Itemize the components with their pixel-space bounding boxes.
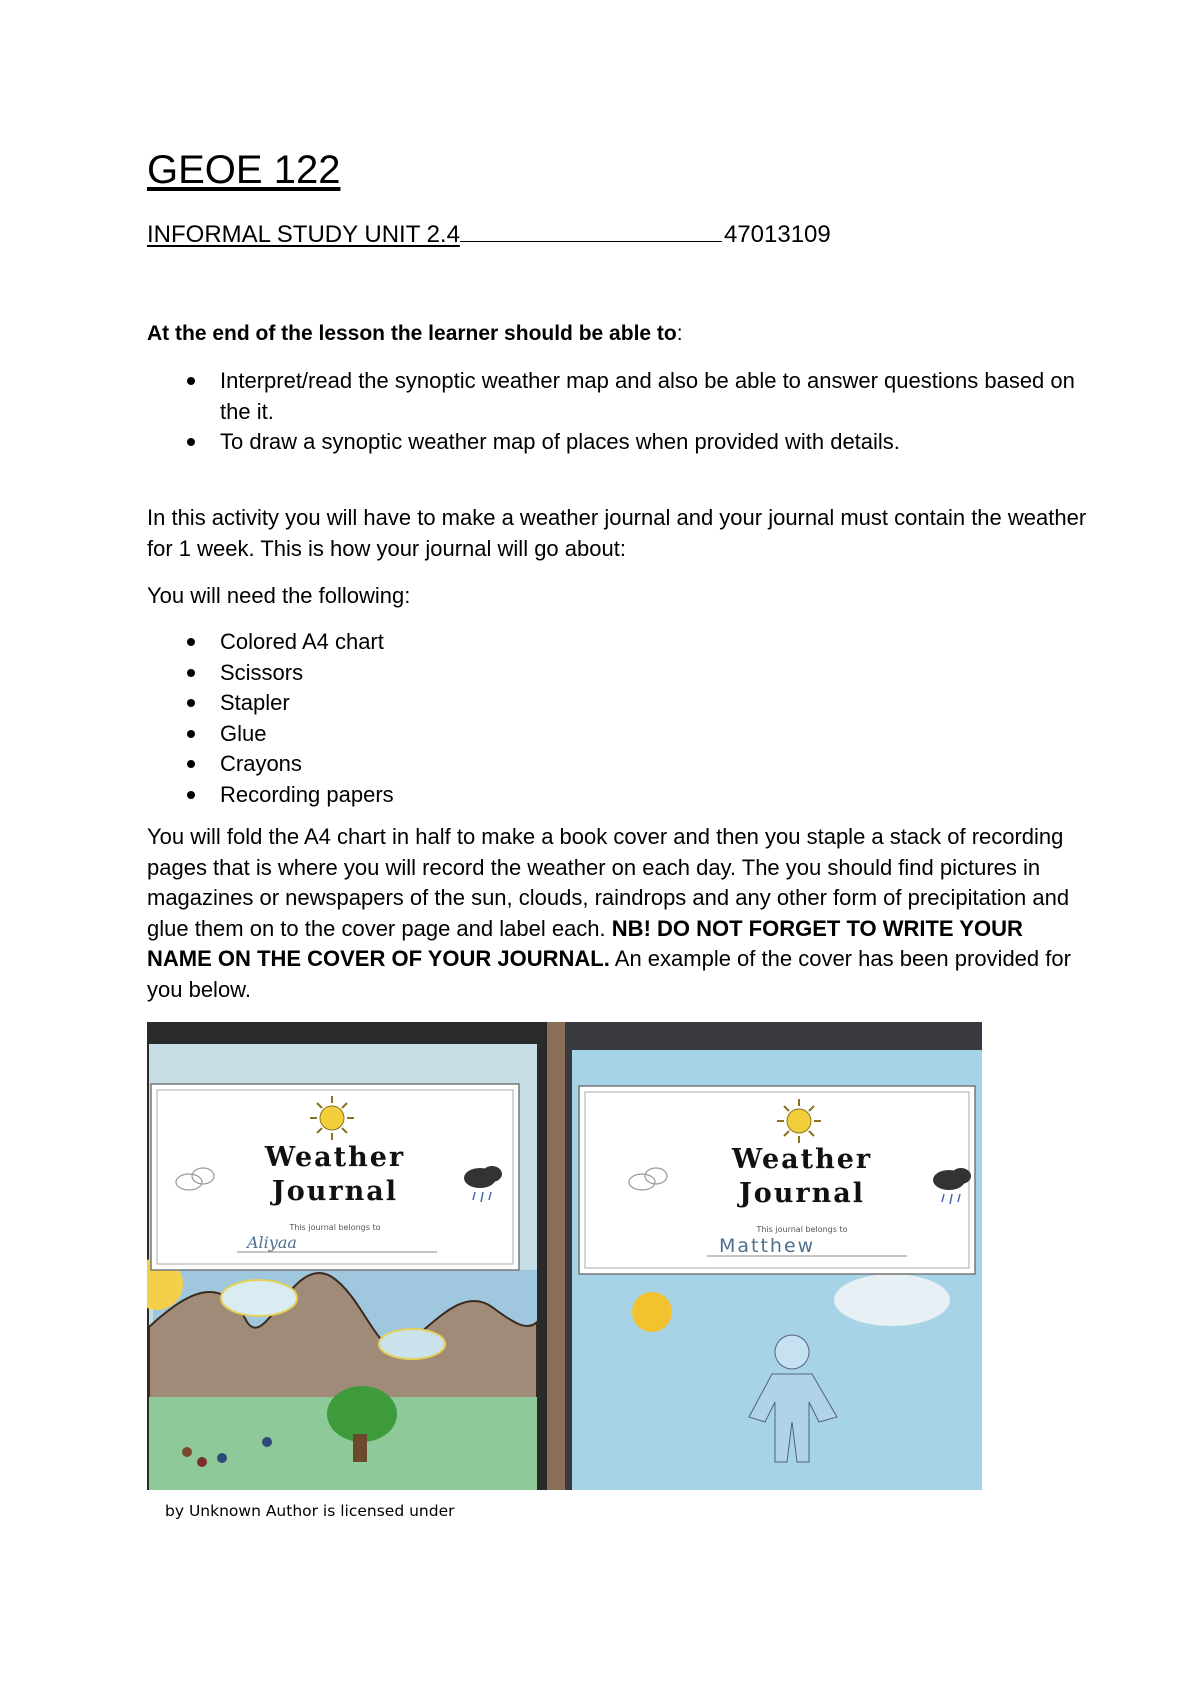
unit-header <box>147 221 831 249</box>
left-belongs-to-caption: This journal belongs to <box>289 1223 381 1232</box>
right-drawn-cloud <box>834 1274 950 1326</box>
instructions-after: An example of the cover has been provided for you below. <box>147 946 1071 1002</box>
list-item: Scissors <box>147 658 394 689</box>
right-drawn-sun-icon <box>632 1292 672 1332</box>
left-student-name: Aliyaa <box>247 1233 297 1252</box>
list-item: Interpret/read the synoptic weather map and also be able to answer questions based on the it. <box>147 366 1077 427</box>
left-child-4-icon <box>262 1437 272 1447</box>
left-journal <box>147 1044 537 1490</box>
left-cloud-2 <box>379 1329 445 1359</box>
list-item: To draw a synoptic weather map of places when provided with details. <box>147 427 1077 458</box>
objectives-heading-text: At the end of the lesson the learner should be able to <box>147 322 677 345</box>
weather-journal-photo <box>147 1022 982 1490</box>
right-student-name: Matthew <box>719 1235 816 1257</box>
unit-underline-gap <box>460 221 722 242</box>
list-item: Recording papers <box>147 780 394 811</box>
left-tree-trunk <box>353 1434 367 1462</box>
image-credit: by Unknown Author is licensed under <box>165 1502 455 1520</box>
left-child-1-icon <box>182 1447 192 1457</box>
objectives-heading-colon: : <box>676 322 683 345</box>
instructions-text: You will fold the A4 chart in half to make a book cover and then you staple a stack of recording pages that is where you will record the weather on each day. The you should find pictures in magazines or newspapers of the sun, clouds, raindrops and any other form of precipitation and glue them on to the cover page and label each. <box>147 824 1070 941</box>
instructions-paragraph <box>147 822 1087 1005</box>
course-title: GEOE 122 <box>147 148 341 192</box>
intro-paragraph: In this activity you will have to make a weather journal and your journal must contain the weather for 1 week. This is how your journal will go about: <box>147 505 1087 561</box>
student-number: 47013109 <box>723 221 831 248</box>
left-journal-title-line1: Weather <box>264 1142 406 1173</box>
objectives-heading <box>147 322 683 346</box>
objectives-list <box>147 366 1077 458</box>
list-item: Colored A4 chart <box>147 627 394 658</box>
instructions-warning: NB! DO NOT FORGET TO WRITE YOUR NAME ON THE COVER OF YOUR JOURNAL. <box>147 915 1023 971</box>
right-person-head-icon <box>775 1335 809 1369</box>
list-item: Stapler <box>147 688 394 719</box>
right-journal-title-line2: Journal <box>738 1178 866 1209</box>
list-item: Glue <box>147 719 394 750</box>
left-journal-title-line2: Journal <box>271 1176 399 1207</box>
list-item: Crayons <box>147 749 394 780</box>
materials-heading: You will need the following: <box>147 583 411 608</box>
right-journal <box>572 1050 982 1490</box>
left-child-3-icon <box>217 1453 227 1463</box>
right-journal-title-line1: Weather <box>731 1144 873 1175</box>
materials-list <box>147 627 394 810</box>
left-cloud-1 <box>221 1280 297 1316</box>
left-child-2-icon <box>197 1457 207 1467</box>
left-tree-crown <box>327 1386 397 1442</box>
unit-label: INFORMAL STUDY UNIT 2.4 <box>147 221 460 248</box>
right-belongs-to-caption: This journal belongs to <box>756 1225 848 1234</box>
